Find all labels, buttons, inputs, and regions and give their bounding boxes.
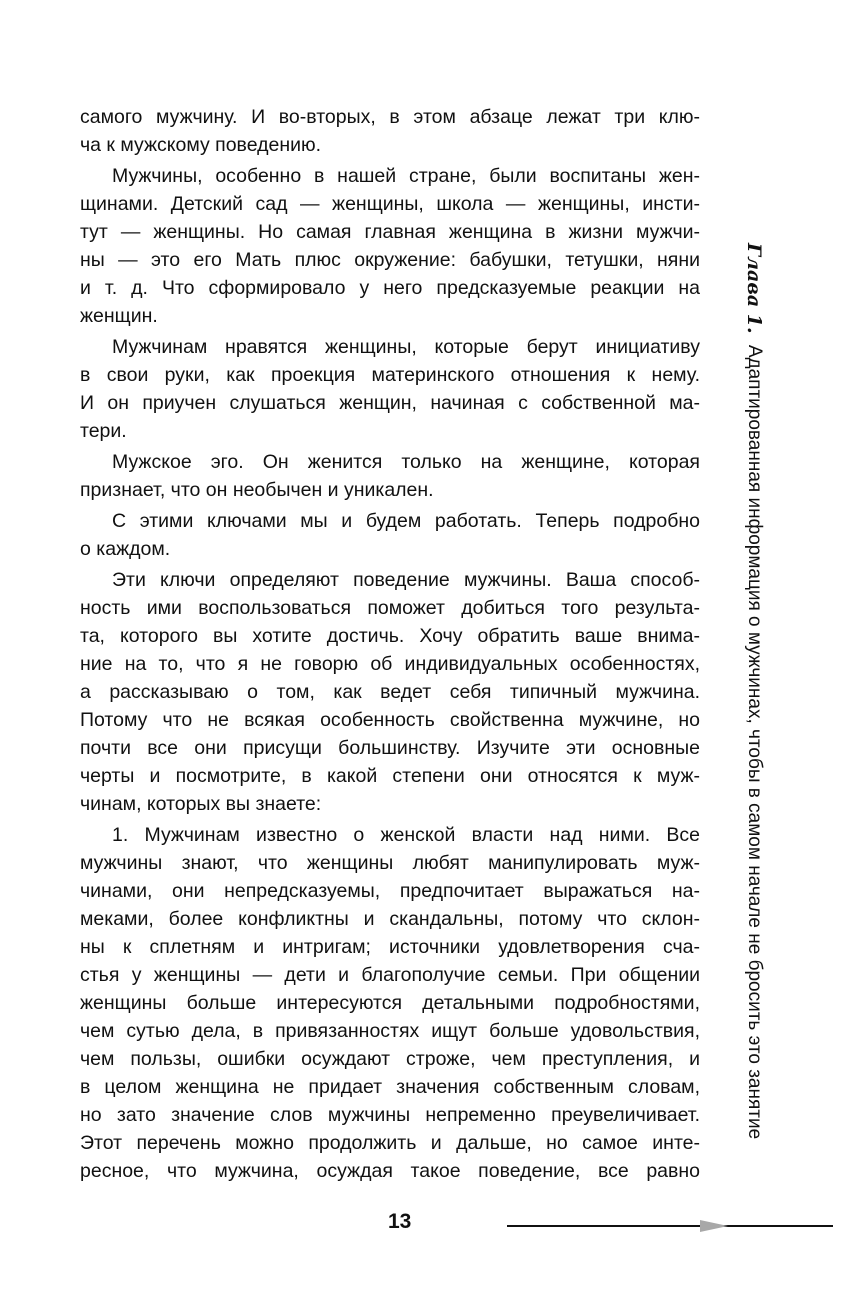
text-line: чинам, которых вы знаете: [80,793,322,815]
text-line: та, которого вы хотите достичь. Хочу обратить ваше внима- [80,625,700,647]
text-line: Этот перечень можно продолжить и дальше, но самое инте- [80,1132,700,1154]
footer-rule [507,1225,833,1227]
text-line: Мужчины, особенно в нашей стране, были воспитаны жен- [112,165,700,187]
text-line: И он приучен слушаться женщин, начиная с собственной ма- [80,392,700,414]
text-line: щинами. Детский сад — женщины, школа — женщины, инсти- [80,193,700,215]
text-line: тут — женщины. Но самая главная женщина в жизни мужчи- [80,221,700,243]
text-line: мужчины знают, что женщины любят манипулировать муж- [80,852,700,874]
text-line: ча к мужскому поведению. [80,134,322,156]
footer-arrow-icon [700,1220,728,1232]
text-line: тери. [80,420,127,442]
text-line: Мужское эго. Он женится только на женщине, которая [112,451,700,473]
text-line: самого мужчину. И во-вторых, в этом абзаце лежат три клю- [80,106,700,128]
text-line: черты и посмотрите, в какой степени они относятся к муж- [80,765,700,787]
text-line: но зато значение слов мужчины непременно преувеличивает. [80,1104,700,1126]
text-line: женщин. [80,305,158,327]
text-line: Мужчинам нравятся женщины, которые берут инициативу [112,336,700,358]
text-line: почти все они присущи большинству. Изучите эти основные [80,737,700,759]
text-line: чинами, они непредсказуемы, предпочитает выражаться на- [80,880,700,902]
text-line: ние на то, что я не говорю об индивидуальных особенностях, [80,653,700,675]
page-number: 13 [388,1210,412,1233]
text-line: ны к сплетням и интригам; источники удовлетворения сча- [80,936,700,958]
text-line: а рассказываю о том, как ведет себя типичный мужчина. [80,681,700,703]
text-line: женщины больше интересуются детальными подробностями, [80,992,700,1014]
body-text [80,103,700,1188]
running-head [741,243,767,1139]
text-line: стья у женщины — дети и благополучие семьи. При общении [80,964,700,986]
paragraph [80,821,700,1185]
text-line: в целом женщина не придает значения собственным словам, [80,1076,700,1098]
paragraph [80,448,700,504]
text-line: в свои руки, как проекция материнского отношения к нему. [80,364,700,386]
text-line: чем пользы, ошибки осуждают строже, чем преступления, и [80,1048,700,1070]
text-line: ны — это его Мать плюс окружение: бабушки, тетушки, няни [80,249,700,271]
text-line: признает, что он необычен и уникален. [80,479,434,501]
paragraph [80,333,700,445]
text-line: меками, более конфликтны и скандальны, потому что склон- [80,908,700,930]
text-line: С этими ключами мы и будем работать. Теперь подробно [112,510,700,532]
text-line: о каждом. [80,538,171,560]
text-line: ресное, что мужчина, осуждая такое поведение, все равно [80,1160,700,1182]
text-line: чем сутью дела, в привязанностях ищут больше удовольствия, [80,1020,700,1042]
text-line: 1. Мужчинам известно о женской власти над ними. Все [112,824,700,846]
text-line: Эти ключи определяют поведение мужчины. Ваша способ- [112,569,700,591]
text-line: Потому что не всякая особенность свойственна мужчине, но [80,709,700,731]
running-head-chapter: Глава 1. [743,243,765,334]
text-line: ность ими воспользоваться поможет добиться того результа- [80,597,700,619]
paragraph [80,566,700,818]
paragraph [80,507,700,563]
paragraph [80,103,700,159]
paragraph [80,162,700,330]
running-head-title: Адаптированная информация о мужчинах, чтобы в самом начале не бросить это занятие [744,344,765,1140]
text-line: и т. д. Что сформировало у него предсказуемые реакции на [80,277,700,299]
